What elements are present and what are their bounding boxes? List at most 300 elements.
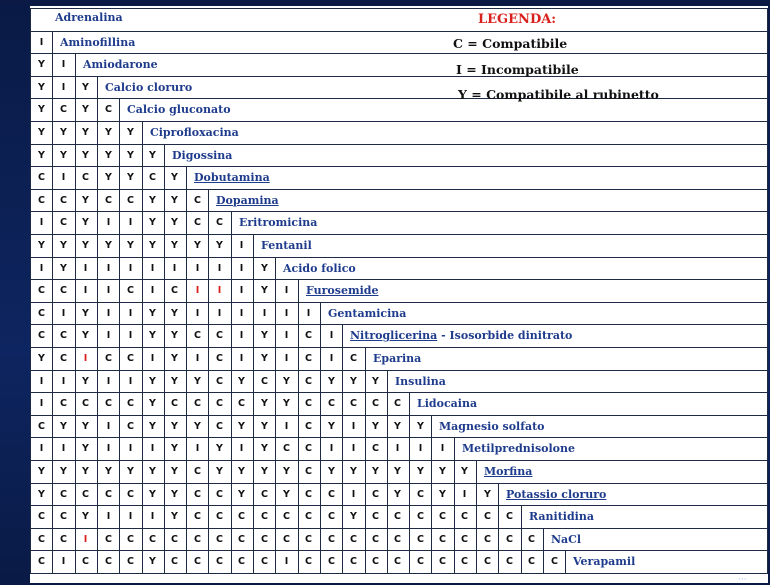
compat-cell: C <box>171 285 178 296</box>
grid-row-line <box>30 415 768 416</box>
compat-cell: C <box>305 511 312 522</box>
grid-col-line <box>409 392 410 415</box>
compat-cell: I <box>106 511 111 522</box>
compat-cell: C <box>328 534 335 545</box>
compat-cell: C <box>506 556 513 567</box>
compat-cell: C <box>38 195 45 206</box>
drug-label: Digossina <box>172 149 233 162</box>
compat-cell: Y <box>82 195 89 206</box>
compat-cell: I <box>106 217 111 228</box>
compat-cell: I <box>329 353 334 364</box>
compat-cell: I <box>39 398 44 409</box>
compat-cell: Y <box>372 421 379 432</box>
compat-cell: Y <box>82 421 89 432</box>
drug-label: Gentamicina <box>328 307 407 320</box>
compat-cell: Y <box>171 172 178 183</box>
drug-label: Morfina <box>484 465 533 478</box>
grid-row-line <box>30 550 768 551</box>
compat-cell: Y <box>82 376 89 387</box>
compat-cell: Y <box>105 240 112 251</box>
compat-cell: C <box>127 489 134 500</box>
grid-row-line <box>30 483 768 484</box>
compat-cell: I <box>128 263 133 274</box>
compat-cell: C <box>350 556 357 567</box>
compat-cell: C <box>394 398 401 409</box>
grid-row-line <box>30 324 768 325</box>
compat-cell: Y <box>60 421 67 432</box>
grid-col-line <box>498 483 499 506</box>
compat-cell: I <box>239 240 244 251</box>
compat-cell: Y <box>328 376 335 387</box>
compat-cell: C <box>238 556 245 567</box>
grid-row-line <box>30 211 768 212</box>
compat-cell: C <box>60 489 67 500</box>
compat-cell: C <box>216 330 223 341</box>
grid-col-line <box>565 550 566 573</box>
compat-cell: C <box>372 511 379 522</box>
grid-col-line <box>387 370 388 393</box>
legend-incompatible: I = Incompatibile <box>456 62 579 77</box>
compat-cell: C <box>372 489 379 500</box>
compat-cell: C <box>305 489 312 500</box>
compat-cell: Y <box>171 511 178 522</box>
compat-cell: I <box>418 443 423 454</box>
compat-cell: I <box>284 421 289 432</box>
compat-cell: Y <box>127 127 134 138</box>
compat-cell: Y <box>350 466 357 477</box>
compat-cell: Y <box>82 150 89 161</box>
compat-cell: Y <box>82 443 89 454</box>
compat-cell: C <box>171 398 178 409</box>
compat-cell: C <box>82 489 89 500</box>
compat-cell: Y <box>38 489 45 500</box>
compat-cell: C <box>216 376 223 387</box>
compat-cell: Y <box>283 398 290 409</box>
compat-cell: C <box>38 421 45 432</box>
compat-cell: I <box>39 37 44 48</box>
drug-label <box>350 329 572 342</box>
compat-cell: C <box>194 556 201 567</box>
compat-cell: I <box>351 421 356 432</box>
drug-label: Aminofillina <box>60 36 136 49</box>
compat-cell: Y <box>171 217 178 228</box>
compat-cell: C <box>216 511 223 522</box>
compat-cell: C <box>60 511 67 522</box>
compat-cell: C <box>372 534 379 545</box>
compat-cell: I <box>195 263 200 274</box>
compat-cell: Y <box>171 443 178 454</box>
compat-cell: I <box>106 443 111 454</box>
compat-cell: I <box>61 376 66 387</box>
compat-cell: C <box>171 534 178 545</box>
compat-cell: Y <box>261 285 268 296</box>
compat-cell: C <box>528 556 535 567</box>
compat-cell: C <box>417 556 424 567</box>
grid-col-line <box>543 528 544 551</box>
compat-cell: C <box>305 330 312 341</box>
compat-cell: Y <box>82 466 89 477</box>
grid-col-line <box>208 189 209 212</box>
compat-cell: C <box>261 489 268 500</box>
compat-cell: Y <box>194 376 201 387</box>
compat-cell: Y <box>238 489 245 500</box>
compat-cell: I <box>217 285 222 296</box>
grid-col-line <box>320 302 321 325</box>
compat-cell: Y <box>149 466 156 477</box>
compat-cell: Y <box>171 353 178 364</box>
compat-cell: C <box>60 217 67 228</box>
compat-cell: Y <box>171 195 178 206</box>
compat-cell: C <box>38 308 45 319</box>
compat-cell: I <box>61 172 66 183</box>
compat-cell: I <box>239 285 244 296</box>
compat-cell: C <box>328 489 335 500</box>
compat-cell: Y <box>216 240 223 251</box>
compat-cell: C <box>127 421 134 432</box>
compat-cell: C <box>283 534 290 545</box>
compat-cell: I <box>128 376 133 387</box>
compat-cell: Y <box>149 217 156 228</box>
legend-title: LEGENDA: <box>478 12 557 27</box>
compat-cell: I <box>239 353 244 364</box>
compat-cell: I <box>61 308 66 319</box>
compat-cell: C <box>127 285 134 296</box>
compat-cell: C <box>105 534 112 545</box>
grid-col-line <box>342 324 343 347</box>
compat-cell: I <box>61 59 66 70</box>
grid-row-line <box>30 189 768 190</box>
legend-compatible: C = Compatibile <box>453 36 568 51</box>
compat-cell: I <box>39 217 44 228</box>
compat-cell: C <box>194 398 201 409</box>
compat-cell: Y <box>238 421 245 432</box>
compatibility-table <box>30 6 768 583</box>
compat-cell: Y <box>439 489 446 500</box>
grid-col-line <box>454 437 455 460</box>
drug-label: Calcio gluconato <box>127 103 231 116</box>
compat-cell: C <box>261 556 268 567</box>
compat-cell: C <box>127 398 134 409</box>
compat-cell: C <box>105 195 112 206</box>
compat-cell: I <box>284 285 289 296</box>
compat-cell: Y <box>171 466 178 477</box>
compat-cell: C <box>194 511 201 522</box>
compat-cell: C <box>105 398 112 409</box>
compat-cell: C <box>127 353 134 364</box>
compat-cell: C <box>60 353 67 364</box>
compat-cell: I <box>106 285 111 296</box>
compat-cell: C <box>82 398 89 409</box>
compat-cell: C <box>216 556 223 567</box>
compat-cell: Y <box>417 421 424 432</box>
compat-cell: C <box>528 534 535 545</box>
compat-cell: C <box>194 195 201 206</box>
compat-cell: Y <box>82 217 89 228</box>
compat-cell: I <box>128 330 133 341</box>
compat-cell: Y <box>238 376 245 387</box>
compat-cell: C <box>82 172 89 183</box>
compat-cell: Y <box>283 376 290 387</box>
compat-cell: Y <box>149 150 156 161</box>
grid-row-line <box>30 437 768 438</box>
compat-cell: Y <box>38 127 45 138</box>
compat-cell: Y <box>82 511 89 522</box>
compat-cell: C <box>261 511 268 522</box>
compat-cell: C <box>261 534 268 545</box>
compat-cell: I <box>195 443 200 454</box>
drug-label: Verapamil <box>573 555 636 568</box>
compat-cell: Y <box>127 150 134 161</box>
grid-row-line <box>30 302 768 303</box>
compat-cell: C <box>417 489 424 500</box>
grid-col-line <box>231 211 232 234</box>
grid-col-line <box>52 31 53 54</box>
compat-cell: Y <box>149 421 156 432</box>
compat-cell: Y <box>283 489 290 500</box>
drug-label: Calcio cloruro <box>105 81 193 94</box>
compat-cell: Y <box>60 263 67 274</box>
compat-cell: Y <box>149 308 156 319</box>
compat-cell: I <box>106 308 111 319</box>
compat-cell: I <box>83 263 88 274</box>
grid-col-line <box>476 460 477 483</box>
compat-cell: I <box>39 263 44 274</box>
compat-cell: Y <box>105 150 112 161</box>
compat-cell: C <box>394 511 401 522</box>
compat-cell: Y <box>38 150 45 161</box>
compat-cell: Y <box>171 240 178 251</box>
compat-cell: I <box>83 285 88 296</box>
drug-label: Lidocaina <box>417 397 478 410</box>
compat-cell: C <box>551 556 558 567</box>
compat-cell: I <box>128 308 133 319</box>
grid-row-line <box>30 392 768 393</box>
compat-cell: C <box>350 398 357 409</box>
compat-cell: Y <box>149 330 156 341</box>
compat-cell: Y <box>60 466 67 477</box>
compat-cell: C <box>372 556 379 567</box>
compat-cell: C <box>439 534 446 545</box>
drug-label: Magnesio solfato <box>439 420 545 433</box>
compat-cell: C <box>127 534 134 545</box>
grid-col-line <box>431 415 432 438</box>
compat-cell: C <box>216 353 223 364</box>
grid-row-line <box>30 279 768 280</box>
compat-cell: I <box>239 263 244 274</box>
compat-cell: C <box>105 353 112 364</box>
compat-cell: Y <box>38 104 45 115</box>
compat-cell: I <box>195 353 200 364</box>
drug-label: Ciprofloxacina <box>150 126 239 139</box>
compat-cell: Y <box>38 82 45 93</box>
compat-cell: I <box>440 443 445 454</box>
compat-cell: C <box>194 534 201 545</box>
compat-cell: C <box>328 556 335 567</box>
compat-cell: Y <box>439 466 446 477</box>
compat-cell: C <box>305 556 312 567</box>
compat-cell: Y <box>38 59 45 70</box>
compat-cell: Y <box>149 240 156 251</box>
compat-cell: I <box>217 308 222 319</box>
compat-cell: I <box>150 263 155 274</box>
compat-cell: Y <box>372 376 379 387</box>
compat-cell: I <box>329 330 334 341</box>
grid-row-line <box>30 144 768 145</box>
compat-cell: Y <box>328 466 335 477</box>
compat-cell: Y <box>127 172 134 183</box>
grid-row-line <box>30 257 768 258</box>
compat-cell: C <box>461 556 468 567</box>
compat-cell: C <box>372 443 379 454</box>
compat-cell: I <box>329 443 334 454</box>
compat-cell: Y <box>194 421 201 432</box>
compat-cell: I <box>150 285 155 296</box>
compat-cell: Y <box>127 466 134 477</box>
compat-cell: C <box>216 489 223 500</box>
compat-cell: C <box>305 421 312 432</box>
compat-cell: C <box>305 376 312 387</box>
compat-cell: C <box>484 534 491 545</box>
compat-cell: Y <box>149 489 156 500</box>
grid-row-line <box>30 31 768 32</box>
compat-cell: Y <box>261 466 268 477</box>
grid-col-line <box>365 347 366 370</box>
drug-label: Dopamina <box>216 194 279 207</box>
compat-cell: C <box>38 172 45 183</box>
compat-cell: Y <box>350 376 357 387</box>
compat-cell: C <box>105 489 112 500</box>
compat-cell: I <box>217 263 222 274</box>
compat-cell: C <box>60 195 67 206</box>
grid-col-line <box>186 166 187 189</box>
compat-cell: C <box>194 217 201 228</box>
compat-cell: C <box>372 398 379 409</box>
compat-cell: C <box>350 534 357 545</box>
drug-label: NaCl <box>551 533 582 546</box>
compat-cell: Y <box>216 443 223 454</box>
drug-label: Ranitidina <box>529 510 594 523</box>
compat-cell: C <box>38 556 45 567</box>
compat-cell: Y <box>194 240 201 251</box>
compat-cell: Y <box>372 466 379 477</box>
compat-cell: C <box>216 534 223 545</box>
compat-cell: Y <box>149 398 156 409</box>
compat-cell: I <box>284 308 289 319</box>
compat-cell: Y <box>171 330 178 341</box>
grid-row-line <box>30 505 768 506</box>
compat-cell: I <box>150 511 155 522</box>
grid-col-line <box>298 279 299 302</box>
compat-cell: C <box>394 556 401 567</box>
compat-cell: Y <box>60 150 67 161</box>
compat-cell: C <box>238 511 245 522</box>
compat-cell: I <box>106 330 111 341</box>
compat-cell: I <box>284 330 289 341</box>
compat-cell: C <box>127 556 134 567</box>
compat-cell: Y <box>238 466 245 477</box>
compat-cell: Y <box>461 466 468 477</box>
grid-col-line <box>119 98 120 121</box>
compat-cell: I <box>128 443 133 454</box>
compat-cell: C <box>194 466 201 477</box>
compat-cell: I <box>239 308 244 319</box>
compat-cell: C <box>38 534 45 545</box>
compat-cell: I <box>61 556 66 567</box>
compat-cell: C <box>305 443 312 454</box>
compat-cell: Y <box>105 466 112 477</box>
compat-cell: C <box>417 534 424 545</box>
compat-cell: Y <box>417 466 424 477</box>
compat-cell: Y <box>216 466 223 477</box>
drug-label-rest: - Isosorbide dinitrato <box>437 329 573 342</box>
compat-cell: Y <box>60 240 67 251</box>
drug-label: Metilprednisolone <box>462 442 576 455</box>
compat-cell: Y <box>283 466 290 477</box>
drug-label: Fentanil <box>261 239 312 252</box>
compat-cell: C <box>105 556 112 567</box>
grid-col-line <box>97 76 98 99</box>
compat-cell: I <box>106 263 111 274</box>
drug-label: Furosemide <box>306 284 379 297</box>
compat-cell: I <box>284 556 289 567</box>
drug-label: Eritromicina <box>239 216 318 229</box>
compat-cell: I <box>39 376 44 387</box>
compat-cell: C <box>283 443 290 454</box>
compat-cell: I <box>106 376 111 387</box>
compat-cell: Y <box>82 330 89 341</box>
drug-label: Insulina <box>395 375 446 388</box>
compat-cell: C <box>149 172 156 183</box>
compat-cell: Y <box>350 511 357 522</box>
compat-cell: C <box>216 398 223 409</box>
compat-cell: I <box>239 330 244 341</box>
grid-col-line <box>142 121 143 144</box>
grid-row-line <box>30 370 768 371</box>
compat-cell: C <box>60 285 67 296</box>
compat-cell: I <box>262 308 267 319</box>
compat-cell: Y <box>261 353 268 364</box>
compat-cell: Y <box>82 104 89 115</box>
compat-cell: I <box>195 285 200 296</box>
compat-cell: C <box>484 556 491 567</box>
compat-cell: I <box>395 443 400 454</box>
compat-cell: Y <box>394 489 401 500</box>
drug-label: Amiodarone <box>83 58 158 71</box>
grid-border-line <box>767 8 768 573</box>
compat-cell: C <box>216 217 223 228</box>
compat-cell: Y <box>261 263 268 274</box>
compat-cell: Y <box>394 466 401 477</box>
compat-cell: I <box>462 489 467 500</box>
compat-cell: C <box>305 353 312 364</box>
grid-row-line <box>30 573 768 574</box>
compat-cell: C <box>484 511 491 522</box>
compat-cell: C <box>194 489 201 500</box>
compat-cell: Y <box>171 489 178 500</box>
compat-cell: Y <box>82 127 89 138</box>
drug-label: Dobutamina <box>194 171 270 184</box>
compat-cell: C <box>461 534 468 545</box>
grid-row-line <box>30 8 768 9</box>
drug-label: Eparina <box>373 352 422 365</box>
compat-cell: C <box>461 511 468 522</box>
compat-cell: Y <box>149 556 156 567</box>
compat-cell: Y <box>105 127 112 138</box>
compat-cell: C <box>38 330 45 341</box>
compat-cell: Y <box>38 240 45 251</box>
compat-cell: I <box>195 308 200 319</box>
slide-corner-mark: ··· <box>738 575 747 585</box>
